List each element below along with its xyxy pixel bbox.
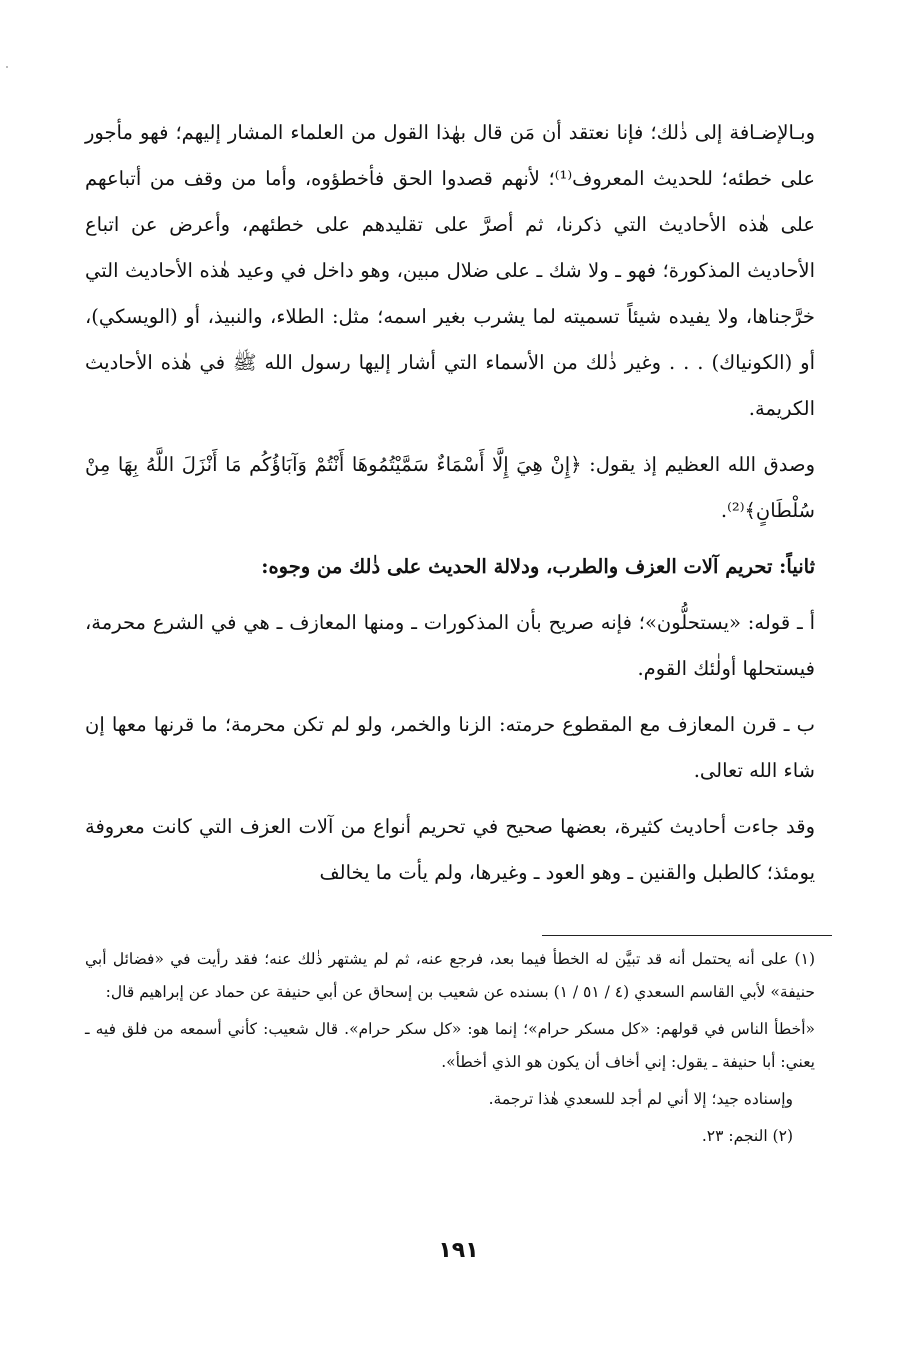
footnote-1-quote: «أخطأ الناس في قولهم: «كل مسكر حرام»؛ إنما هو: «كل سكر حرام». قال شعيب: كأني أسمعه من فلق فيه ـ يعني: أبا حنيفة ـ يقول: إني أخاف أن يكون هو الذي أخطأ». (85, 1020, 815, 1071)
paragraph-6: وقد جاءت أحاديث كثيرة، بعضها صحيح في تحريم أنواع من آلات العزف التي كانت معروفة يومئذ؛ كالطبل والقنين ـ وهو العود ـ وغيرها، ولم يأت ما يخالف (85, 815, 815, 884)
footnotes (85, 943, 815, 1157)
paragraph-4-point-a: أ ـ قوله: «يستحلُّون»؛ فإنه صريح بأن المذكورات ـ ومنها المعازف ـ هي في الشرع محرمة، فيستحلها أولٰئك القوم. (85, 611, 815, 680)
margin-speck (6, 66, 8, 68)
paragraph-3-section-heading: ثانياً: تحريم آلات العزف والطرب، ودلالة الحديث على ذٰلك من وجوه: (261, 555, 815, 578)
page-number: ١٩١ (438, 1238, 479, 1263)
main-text (85, 110, 815, 906)
paragraph-1: وبـالإضـافة إلى ذٰلك؛ فإنا نعتقد أن مَن قال بهٰذا القول من العلماء المشار إليهم؛ فهو مأجور على خطئه؛ للحديث المعروف⁽¹⁾؛ لأنهم قصدوا الحق فأخطؤوه، وأما من وقف من أتباعهم على هٰذه الأحاديث التي ذكرنا، ثم أصرَّ على تقليدهم على خطئهم، وأعرض عن اتباع الأحاديث المذكورة؛ فهو ـ ولا شك ـ على ضلال مبين، وهو داخل في وعيد هٰذه الأحاديث التي خرَّجناها، ولا يفيده شيئاً تسميته لما يشرب بغير اسمه؛ مثل: الطلاء، والنبيذ، أو (الويسكي)، أو (الكونياك) . . . وغير ذٰلك من الأسماء التي أشار إليها رسول الله ﷺ في هٰذه الأحاديث الكريمة. (85, 121, 815, 420)
paragraph-2-quran-quote: وصدق الله العظيم إذ يقول: ﴿إِنْ هِيَ إِلَّا أَسْمَاءٌ سَمَّيْتُمُوهَا أَنْتُمْ وَآبَاؤُكُم مَا أَنْزَلَ اللَّهُ بِهَا مِنْ سُلْطَانٍ﴾⁽²⁾. (85, 453, 815, 522)
footnote-1-note: وإسناده جيد؛ إلا أني لم أجد للسعدي هٰذا ترجمة. (488, 1090, 793, 1108)
footnote-2: (٢) النجم: ٢٣. (701, 1127, 793, 1145)
footnote-divider (542, 935, 832, 936)
paragraph-5-point-b: ب ـ قرن المعازف مع المقطوع حرمته: الزنا والخمر، ولو لم تكن محرمة؛ ما قرنها معها إن شاء الله تعالى. (85, 713, 815, 782)
footnote-1: (١) على أنه يحتمل أنه قد تبيَّن له الخطأ فيما بعد، فرجع عنه، ثم لم يشتهر ذٰلك عنه؛ فقد رأيت في «فضائل أبي حنيفة» لأبي القاسم السعدي (٤ / ٥١ / ١) بسنده عن شعيب بن إسحاق عن أبي حنيفة عن حماد عن إبراهيم قال: (85, 950, 815, 1001)
